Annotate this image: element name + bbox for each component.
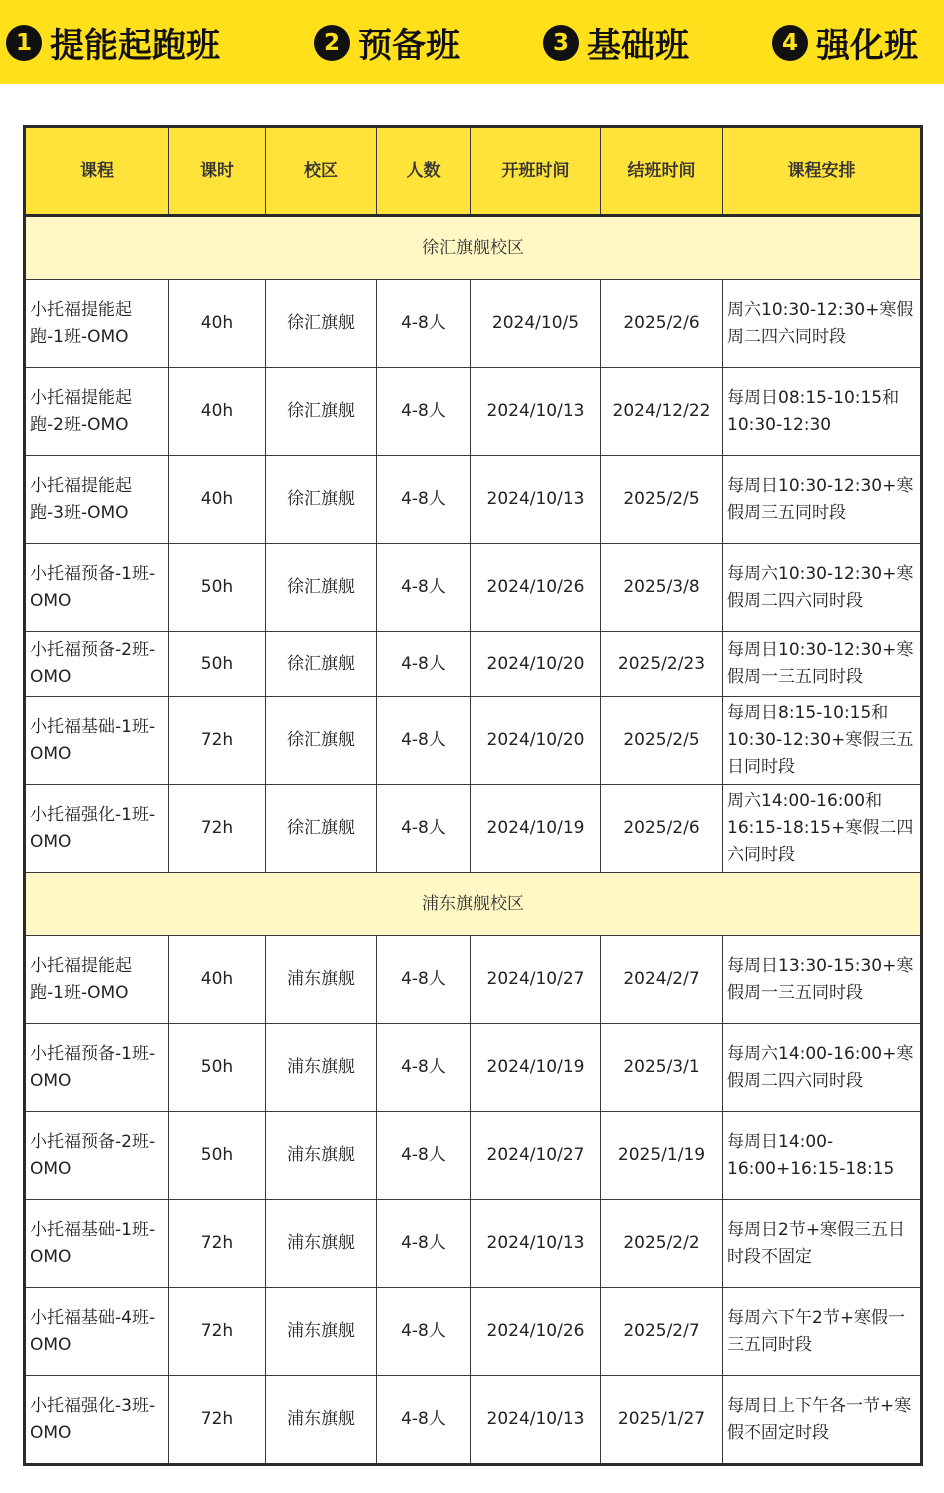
cell-course-name: 小托福基础-1班-OMO — [25, 1200, 169, 1288]
cell-course-hours: 72h — [169, 785, 266, 873]
course-schedule-table — [23, 125, 923, 1466]
step-label: 强化班 — [816, 26, 918, 66]
header-hours: 课时 — [169, 127, 266, 216]
cell-campus: 浦东旗舰 — [266, 1112, 377, 1200]
cell-start-date: 2024/10/13 — [471, 1200, 601, 1288]
cell-course-name: 小托福强化-1班-OMO — [25, 785, 169, 873]
cell-start-date: 2024/10/13 — [471, 368, 601, 456]
step-label: 提能起跑班 — [50, 26, 220, 66]
cell-start-date: 2024/10/19 — [471, 785, 601, 873]
cell-course-name: 小托福预备-2班-OMO — [25, 1112, 169, 1200]
cell-course-hours: 50h — [169, 1024, 266, 1112]
cell-schedule: 周六10:30-12:30+寒假周二四六同时段 — [723, 280, 922, 368]
table-row — [25, 1112, 922, 1200]
cell-end-date: 2025/2/23 — [601, 632, 723, 697]
cell-campus: 浦东旗舰 — [266, 1288, 377, 1376]
cell-course-hours: 40h — [169, 936, 266, 1024]
step-number-badge: 3 — [543, 25, 579, 61]
cell-class-size: 4-8人 — [377, 1288, 471, 1376]
step-number-badge: 2 — [314, 25, 350, 61]
table-row — [25, 1200, 922, 1288]
cell-start-date: 2024/10/13 — [471, 456, 601, 544]
cell-schedule: 每周日08:15-10:15和10:30-12:30 — [723, 368, 922, 456]
cell-course-name: 小托福强化-3班-OMO — [25, 1376, 169, 1465]
cell-schedule: 周六14:00-16:00和16:15-18:15+寒假二四六同时段 — [723, 785, 922, 873]
cell-end-date: 2025/2/5 — [601, 697, 723, 785]
cell-end-date: 2025/2/2 — [601, 1200, 723, 1288]
banner-step-4 — [772, 18, 918, 67]
banner-step-1 — [6, 18, 220, 67]
header-class-size: 人数 — [377, 127, 471, 216]
table-row — [25, 1288, 922, 1376]
schedule-table-container — [23, 125, 920, 1466]
cell-course-hours: 40h — [169, 280, 266, 368]
cell-campus: 徐汇旗舰 — [266, 697, 377, 785]
cell-course-name: 小托福提能起跑-1班-OMO — [25, 280, 169, 368]
header-campus: 校区 — [266, 127, 377, 216]
cell-course-name: 小托福提能起跑-2班-OMO — [25, 368, 169, 456]
class-level-banner — [0, 0, 944, 84]
table-row — [25, 368, 922, 456]
cell-campus: 浦东旗舰 — [266, 1024, 377, 1112]
cell-end-date: 2025/1/27 — [601, 1376, 723, 1465]
cell-campus: 徐汇旗舰 — [266, 544, 377, 632]
header-end-date: 结班时间 — [601, 127, 723, 216]
cell-class-size: 4-8人 — [377, 697, 471, 785]
cell-course-name: 小托福预备-1班-OMO — [25, 1024, 169, 1112]
cell-campus: 浦东旗舰 — [266, 1200, 377, 1288]
table-row — [25, 544, 922, 632]
cell-class-size: 4-8人 — [377, 1024, 471, 1112]
cell-class-size: 4-8人 — [377, 368, 471, 456]
table-header-row — [25, 127, 922, 216]
cell-end-date: 2025/2/7 — [601, 1288, 723, 1376]
cell-schedule: 每周六14:00-16:00+寒假周二四六同时段 — [723, 1024, 922, 1112]
cell-class-size: 4-8人 — [377, 280, 471, 368]
cell-schedule: 每周六10:30-12:30+寒假周二四六同时段 — [723, 544, 922, 632]
cell-start-date: 2024/10/20 — [471, 697, 601, 785]
cell-course-name: 小托福预备-2班-OMO — [25, 632, 169, 697]
step-label: 基础班 — [587, 26, 689, 66]
section-title: 浦东旗舰校区 — [25, 873, 922, 936]
table-row — [25, 280, 922, 368]
cell-class-size: 4-8人 — [377, 632, 471, 697]
cell-campus: 徐汇旗舰 — [266, 632, 377, 697]
cell-course-hours: 72h — [169, 1376, 266, 1465]
cell-start-date: 2024/10/27 — [471, 1112, 601, 1200]
table-row — [25, 697, 922, 785]
cell-course-name: 小托福基础-4班-OMO — [25, 1288, 169, 1376]
cell-course-hours: 72h — [169, 1288, 266, 1376]
cell-schedule: 每周日2节+寒假三五日时段不固定 — [723, 1200, 922, 1288]
cell-class-size: 4-8人 — [377, 456, 471, 544]
cell-start-date: 2024/10/5 — [471, 280, 601, 368]
cell-schedule: 每周日10:30-12:30+寒假周一三五同时段 — [723, 632, 922, 697]
cell-end-date: 2025/2/6 — [601, 785, 723, 873]
cell-campus: 徐汇旗舰 — [266, 785, 377, 873]
cell-class-size: 4-8人 — [377, 936, 471, 1024]
step-label: 预备班 — [358, 26, 460, 66]
cell-start-date: 2024/10/26 — [471, 1288, 601, 1376]
cell-schedule: 每周日14:00-16:00+16:15-18:15 — [723, 1112, 922, 1200]
table-row — [25, 785, 922, 873]
cell-start-date: 2024/10/19 — [471, 1024, 601, 1112]
cell-end-date: 2025/2/5 — [601, 456, 723, 544]
table-row — [25, 1376, 922, 1465]
table-row — [25, 632, 922, 697]
cell-end-date: 2025/2/6 — [601, 280, 723, 368]
cell-course-hours: 50h — [169, 1112, 266, 1200]
header-course: 课程 — [25, 127, 169, 216]
table-body — [25, 216, 922, 1465]
header-start-date: 开班时间 — [471, 127, 601, 216]
cell-course-name: 小托福预备-1班-OMO — [25, 544, 169, 632]
cell-schedule: 每周日10:30-12:30+寒假周三五同时段 — [723, 456, 922, 544]
cell-schedule: 每周日上下午各一节+寒假不固定时段 — [723, 1376, 922, 1465]
cell-schedule: 每周日13:30-15:30+寒假周一三五同时段 — [723, 936, 922, 1024]
section-row — [25, 873, 922, 936]
cell-course-hours: 72h — [169, 697, 266, 785]
cell-end-date: 2025/1/19 — [601, 1112, 723, 1200]
cell-campus: 徐汇旗舰 — [266, 368, 377, 456]
section-row — [25, 216, 922, 280]
cell-class-size: 4-8人 — [377, 1376, 471, 1465]
cell-course-hours: 50h — [169, 632, 266, 697]
cell-start-date: 2024/10/27 — [471, 936, 601, 1024]
cell-end-date: 2024/12/22 — [601, 368, 723, 456]
cell-course-hours: 40h — [169, 368, 266, 456]
cell-course-name: 小托福提能起跑-1班-OMO — [25, 936, 169, 1024]
cell-campus: 徐汇旗舰 — [266, 280, 377, 368]
cell-course-hours: 72h — [169, 1200, 266, 1288]
cell-schedule: 每周日8:15-10:15和10:30-12:30+寒假三五日同时段 — [723, 697, 922, 785]
cell-campus: 浦东旗舰 — [266, 1376, 377, 1465]
banner-step-2 — [314, 18, 460, 67]
table-row — [25, 456, 922, 544]
banner-step-3 — [543, 18, 689, 67]
cell-start-date: 2024/10/20 — [471, 632, 601, 697]
cell-schedule: 每周六下午2节+寒假一三五同时段 — [723, 1288, 922, 1376]
cell-start-date: 2024/10/26 — [471, 544, 601, 632]
cell-end-date: 2024/2/7 — [601, 936, 723, 1024]
cell-course-hours: 50h — [169, 544, 266, 632]
cell-start-date: 2024/10/13 — [471, 1376, 601, 1465]
cell-campus: 徐汇旗舰 — [266, 456, 377, 544]
cell-campus: 浦东旗舰 — [266, 936, 377, 1024]
cell-end-date: 2025/3/1 — [601, 1024, 723, 1112]
table-row — [25, 936, 922, 1024]
table-row — [25, 1024, 922, 1112]
cell-end-date: 2025/3/8 — [601, 544, 723, 632]
cell-class-size: 4-8人 — [377, 1200, 471, 1288]
cell-class-size: 4-8人 — [377, 544, 471, 632]
step-number-badge: 1 — [6, 25, 42, 61]
header-schedule: 课程安排 — [723, 127, 922, 216]
cell-course-name: 小托福提能起跑-3班-OMO — [25, 456, 169, 544]
cell-course-hours: 40h — [169, 456, 266, 544]
section-title: 徐汇旗舰校区 — [25, 216, 922, 280]
cell-course-name: 小托福基础-1班-OMO — [25, 697, 169, 785]
cell-class-size: 4-8人 — [377, 1112, 471, 1200]
cell-class-size: 4-8人 — [377, 785, 471, 873]
step-number-badge: 4 — [772, 25, 808, 61]
